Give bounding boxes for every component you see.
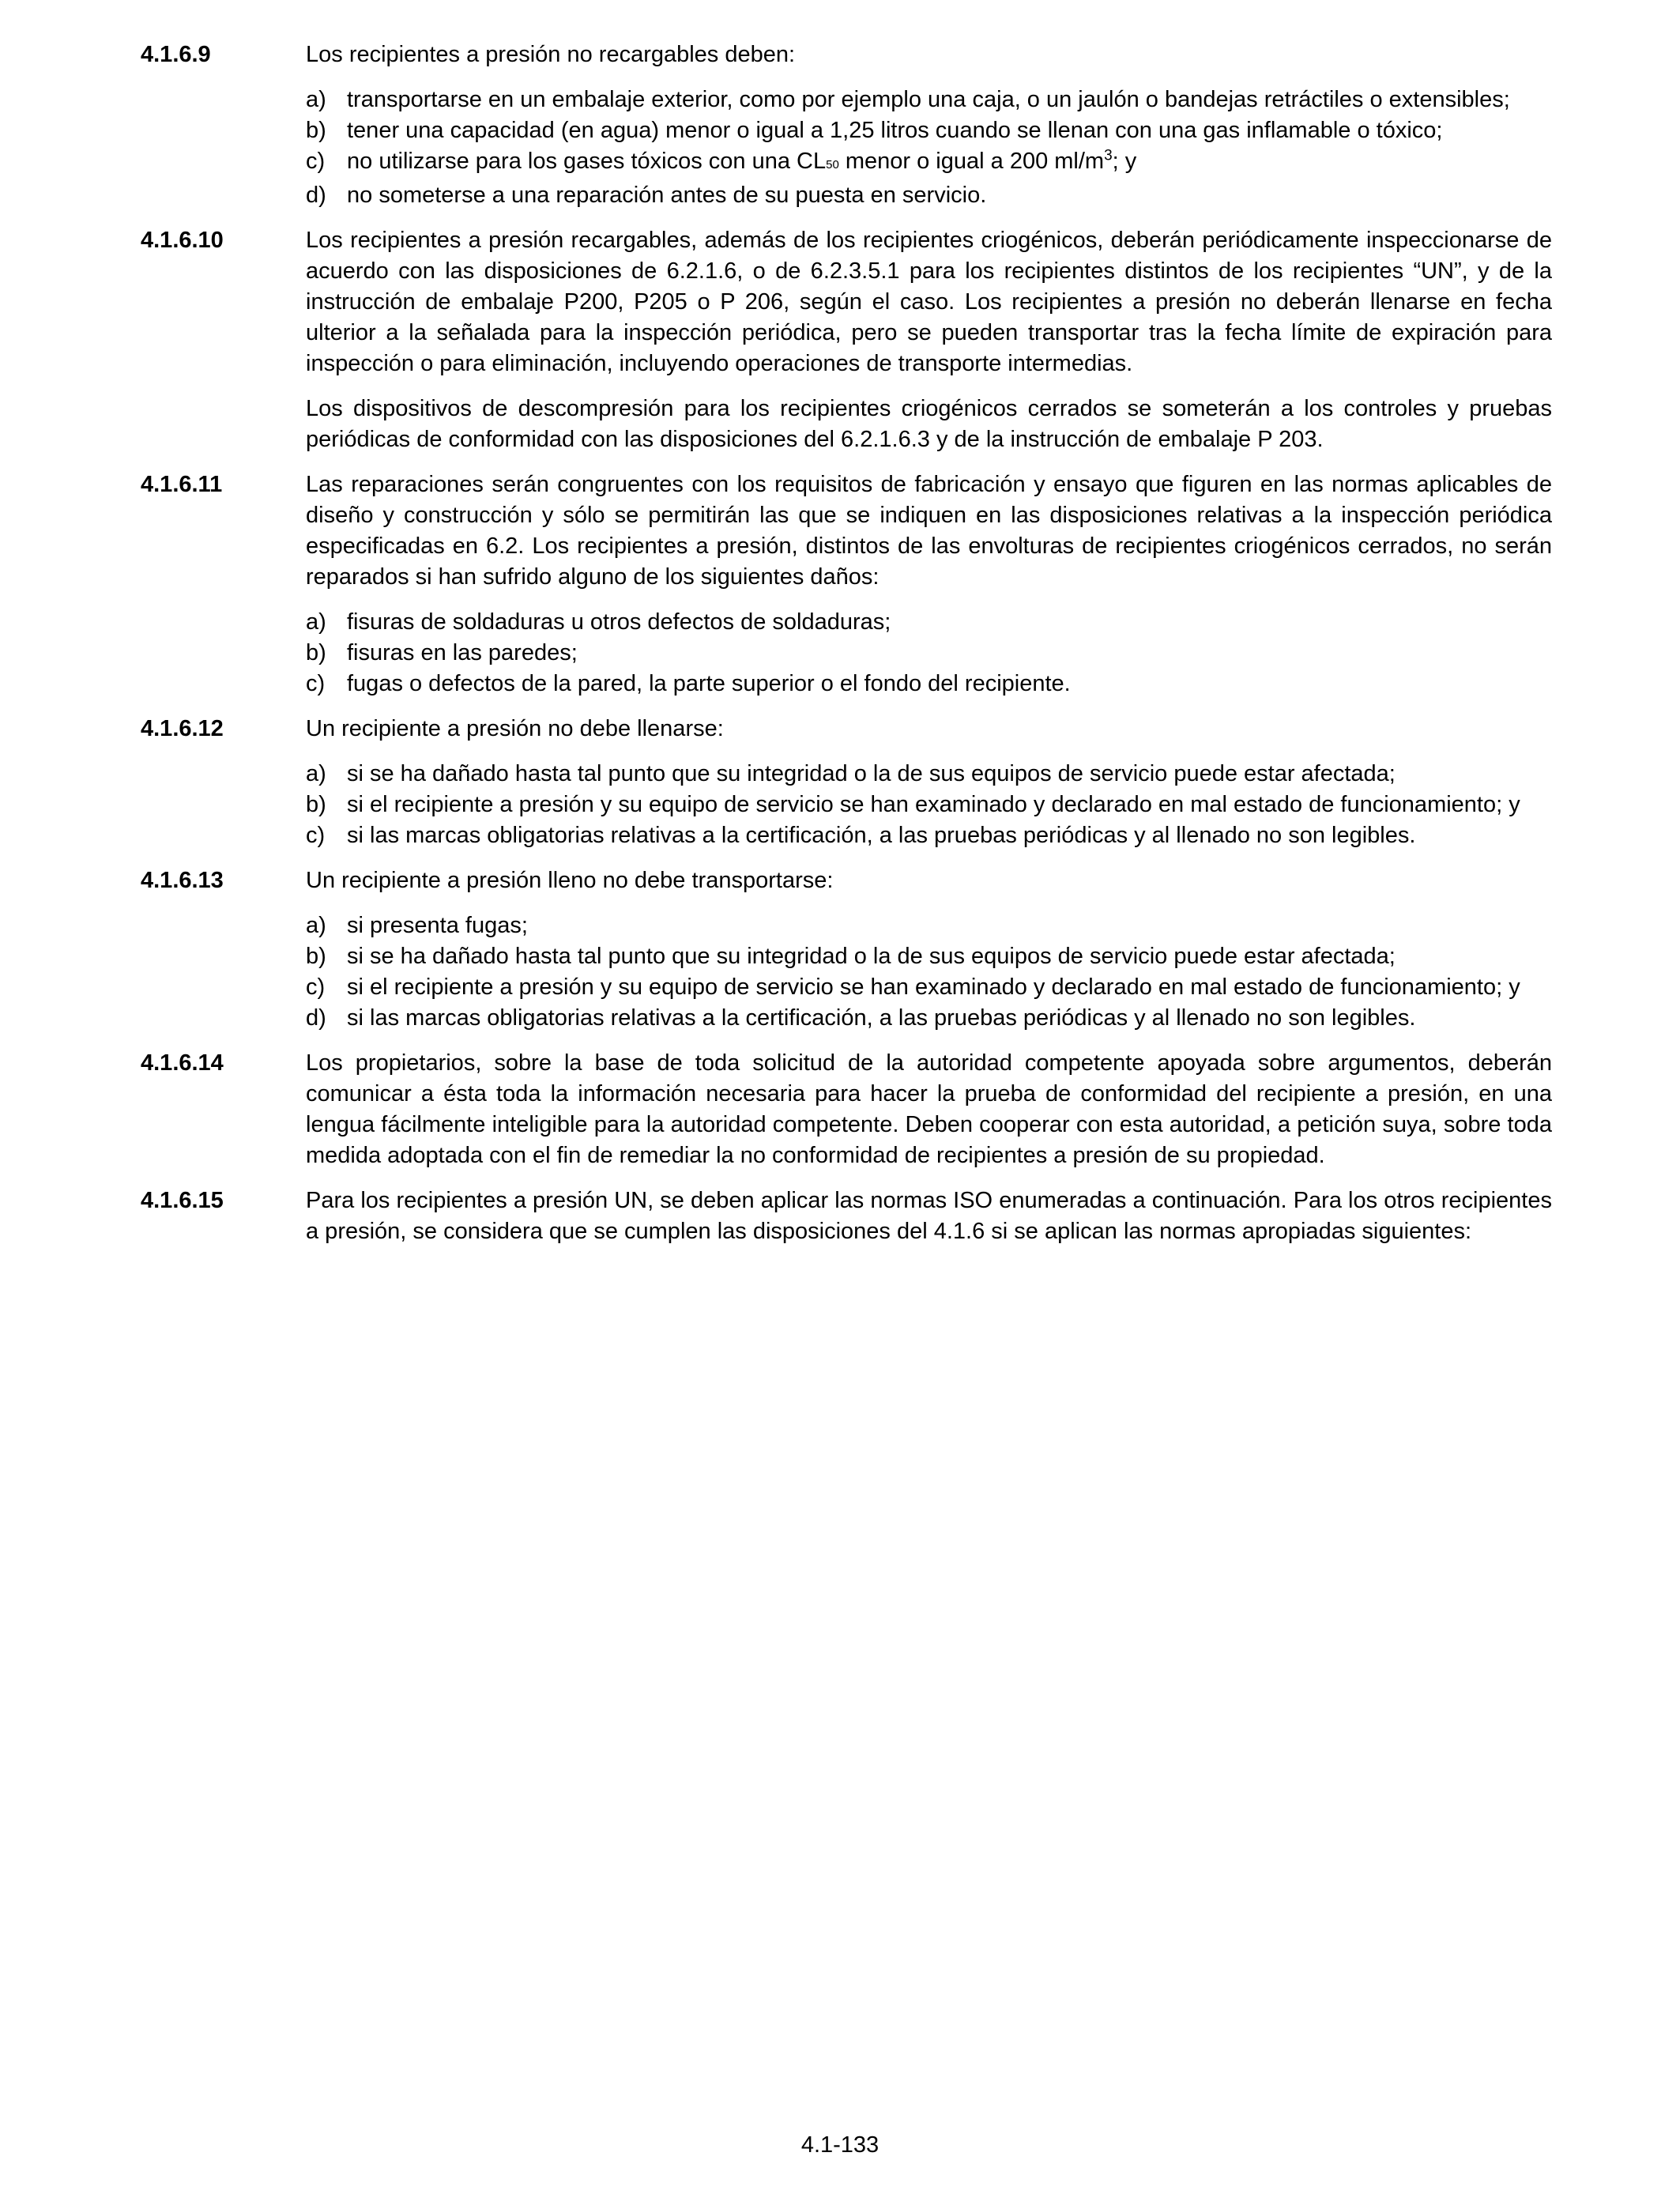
item-marker: a) (306, 609, 326, 635)
list-item (306, 669, 1552, 699)
item-text: no someterse a una reparación antes de su puesta en servicio. (347, 183, 987, 208)
item-text: si se ha dañado hasta tal punto que su integridad o la de sus equipos de servicio puede estar afectada; (347, 944, 1396, 969)
item-marker: b) (306, 118, 326, 143)
item-text: si las marcas obligatorias relativas a la certificación, a las pruebas periódicas y al llenado no son legibles. (347, 823, 1416, 848)
section-number: 4.1.6.9 (141, 42, 211, 67)
item-list (306, 759, 1552, 851)
superscript-text: 3 (1104, 147, 1113, 164)
item-marker: a) (306, 761, 326, 786)
section-4-1-6-9 (141, 40, 1552, 211)
item-text: menor o igual a 200 ml/m (838, 149, 1105, 174)
item-text: si el recipiente a presión y su equipo de servicio se han examinado y declarado en mal estado de funcionamiento; y (347, 792, 1520, 817)
section-4-1-6-13 (141, 865, 1552, 1034)
list-item (306, 85, 1552, 115)
item-text: no utilizarse para los gases tóxicos con una CL (347, 149, 827, 174)
section-intro: Los recipientes a presión no recargables deben: (306, 42, 796, 67)
section-paragraph: Los dispositivos de descompresión para los recipientes criogénicos cerrados se someterán a los controles y pruebas periódicas de conformidad con las disposiciones del 6.2.1.6.3 y de la instrucción de embalaje P 203. (306, 396, 1552, 452)
item-marker: b) (306, 944, 326, 969)
list-item (306, 607, 1552, 638)
item-marker: a) (306, 913, 326, 938)
item-text: si el recipiente a presión y su equipo de servicio se han examinado y declarado en mal estado de funcionamiento; y (347, 974, 1520, 1000)
item-text: si las marcas obligatorias relativas a la certificación, a las pruebas periódicas y al llenado no son legibles. (347, 1005, 1416, 1031)
list-item (306, 972, 1552, 1003)
section-4-1-6-10 (141, 225, 1552, 455)
item-text: transportarse en un embalaje exterior, como por ejemplo una caja, o un jaulón o bandejas retráctiles o extensibles; (347, 87, 1510, 112)
section-number: 4.1.6.10 (141, 228, 224, 253)
section-intro: Las reparaciones serán congruentes con los requisitos de fabricación y ensayo que figuren en las normas aplicables de diseño y construcción y sólo se permitirán las que se indiquen en las disposiciones relativas a la inspección periódica especificadas en 6.2. Los recipientes a presión, distintos de las envolturas de recipientes criogénicos cerrados, no serán reparados si han sufrido alguno de los siguientes daños: (306, 472, 1552, 590)
section-number: 4.1.6.15 (141, 1188, 224, 1213)
section-4-1-6-11 (141, 469, 1552, 699)
page-number: 4.1-133 (800, 2132, 880, 2158)
item-list (306, 85, 1552, 211)
item-text: fisuras en las paredes; (347, 640, 578, 665)
list-item (306, 146, 1552, 180)
item-marker: c) (306, 149, 326, 174)
item-text: fugas o defectos de la pared, la parte superior o el fondo del recipiente. (347, 671, 1071, 696)
item-marker: a) (306, 87, 326, 112)
item-text: si presenta fugas; (347, 913, 528, 938)
subscript-text: 50 (826, 158, 839, 172)
item-list (306, 910, 1552, 1034)
item-marker: d) (306, 1005, 326, 1031)
section-4-1-6-14 (141, 1048, 1552, 1171)
list-item (306, 820, 1552, 851)
item-marker: c) (306, 671, 326, 696)
section-number: 4.1.6.13 (141, 868, 224, 893)
section-paragraph: Los recipientes a presión recargables, además de los recipientes criogénicos, deberán periódicamente inspeccionarse de acuerdo con las disposiciones de 6.2.1.6, o de 6.2.3.5.1 para los recipientes distintos de los recipientes “UN”, y de la instrucción de embalaje P200, P205 o P 206, según el caso. Los recipientes a presión no deberán llenarse en fecha ulterior a la señalada para la inspección periódica, pero se pueden transportar tras la fecha límite de expiración para inspección o para eliminación, incluyendo operaciones de transporte intermedias. (306, 228, 1552, 376)
section-intro: Los propietarios, sobre la base de toda solicitud de la autoridad competente apoyada sobre argumentos, deberán comunicar a ésta toda la información necesaria para hacer la prueba de conformidad del recipiente a presión, en una lengua fácilmente inteligible para la autoridad competente. Deben cooperar con esta autoridad, a petición suya, sobre toda medida adoptada con el fin de remediar la no conformidad de recipientes a presión de su propiedad. (306, 1050, 1552, 1168)
item-text: fisuras de soldaduras u otros defectos de soldaduras; (347, 609, 891, 635)
document-body (141, 40, 1552, 1261)
item-list (306, 607, 1552, 699)
item-marker: c) (306, 974, 326, 1000)
item-marker: c) (306, 823, 326, 848)
list-item (306, 638, 1552, 669)
item-text: tener una capacidad (en agua) menor o igual a 1,25 litros cuando se llenan con una gas inflamable o tóxico; (347, 118, 1443, 143)
section-number: 4.1.6.12 (141, 716, 224, 741)
section-intro: Para los recipientes a presión UN, se deben aplicar las normas ISO enumeradas a continuación. Para los otros recipientes a presión, se considera que se cumplen las disposiciones del 4.1.6 si se aplican las normas apropiadas siguientes: (306, 1188, 1552, 1244)
section-number: 4.1.6.14 (141, 1050, 224, 1076)
item-marker: b) (306, 792, 326, 817)
list-item (306, 759, 1552, 790)
list-item (306, 790, 1552, 820)
section-number: 4.1.6.11 (141, 472, 223, 497)
item-marker: b) (306, 640, 326, 665)
list-item (306, 180, 1552, 211)
section-4-1-6-15 (141, 1186, 1552, 1247)
section-intro: Un recipiente a presión lleno no debe transportarse: (306, 868, 834, 893)
list-item (306, 115, 1552, 146)
item-marker: d) (306, 183, 326, 208)
list-item (306, 941, 1552, 972)
list-item (306, 1003, 1552, 1034)
item-text: si se ha dañado hasta tal punto que su integridad o la de sus equipos de servicio puede estar afectada; (347, 761, 1396, 786)
item-text: ; y (1112, 149, 1137, 174)
section-4-1-6-12 (141, 714, 1552, 851)
list-item (306, 910, 1552, 941)
section-intro: Un recipiente a presión no debe llenarse: (306, 716, 724, 741)
